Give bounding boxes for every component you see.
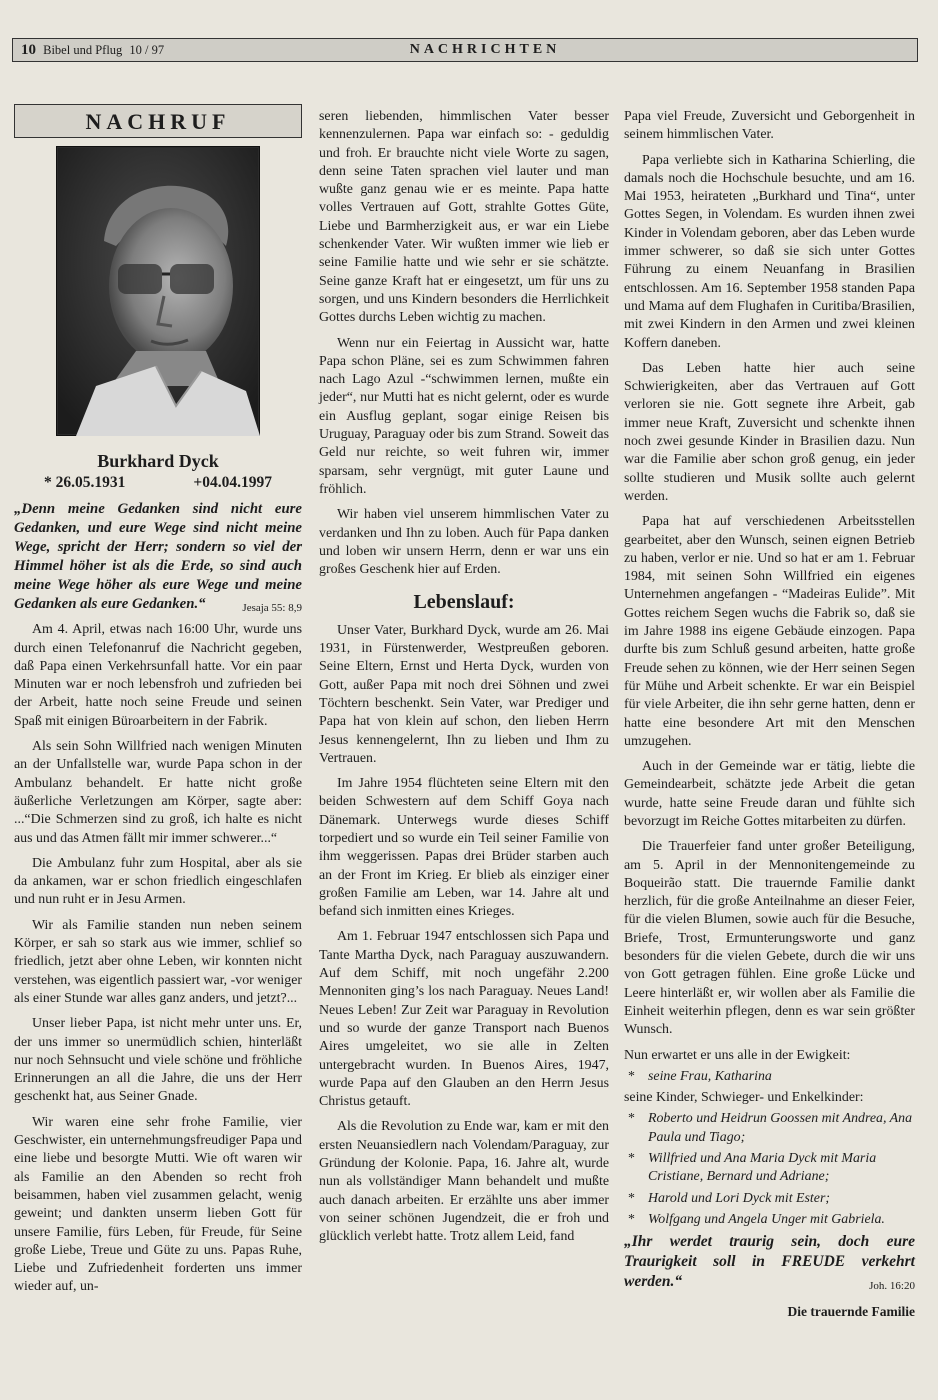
family-member: * Harold und Lori Dyck mit Ester; [624, 1190, 915, 1208]
paragraph: Als sein Sohn Willfried nach wenigen Minuten an der Unfallstelle war, wurde Papa schon in der Ambulanz behandelt. Er hatte nicht große äußerliche Verletzungen am Körper, sagte aber: ...“Die Schmerzen sind zu groß, ich halte es nicht aus und das Atmen fällt mir immer schwerer...“ [14, 739, 302, 846]
deceased-name: Burkhard Dyck [97, 451, 219, 471]
children-list [624, 1110, 915, 1229]
bible-quote [14, 500, 302, 614]
paragraph: Als die Revolution zu Ende war, kam er mit den ersten Neuansiedlern nach Volendam/Paraguay, zur Gründung der Kolonie. Papa, 16. Jahre alt, wurde nun als vollständiger Mann behandelt und mußte auch danach arbeiten. Er erzählte uns aber immer von seiner schönen Jugendzeit, die er froh und glücklich verlebt hatte. Trotz allem Leid, fand [319, 1119, 609, 1245]
paragraph: Das Leben hatte hier auch seine Schwierigkeiten, aber das Vertrauen auf Gott verloren sie nie. Gott segnete ihre Arbeit, gab immer neue Kraft, Zuversicht und schenkte ihnen noch zwei gesunde Kinder in Brasilien dazu. Nun war die Familie aber schon groß genug, ein jeder sollte studieren und Musik sollte auch gelernt werden. [624, 360, 915, 504]
family-member: * Wolfgang und Angela Unger mit Gabriela. [624, 1211, 915, 1229]
paragraph: Papa viel Freude, Zuversicht und Geborgenheit in seinem himmlischen Vater. [624, 109, 915, 143]
page-number: 10 [21, 42, 36, 58]
paragraph: Unser lieber Papa, ist nicht mehr unter uns. Er, der uns immer so unermüdlich schien, hinterläßt nur noch Sehnsucht und viele schöne und fröhliche Erinnerungen an all die Jahre, die uns der Herr geschenkt hat, aus Seiner Gnade. [14, 1016, 302, 1105]
publication-name: Bibel und Pflug [43, 43, 123, 57]
paragraph: Am 4. April, etwas nach 16:00 Uhr, wurde uns durch einen Telefonanruf die Nachricht gegeben, daß Papa einen Verkehrsunfall hatte. Vor ein paar Minuten war er noch lebensfroh und zufrieden bei der Arbeit, hatte noch seine Freude und seinen Spaß mit einigen Büroarbeitern in der Fabrik. [14, 622, 302, 729]
issue-number: 10 / 97 [129, 43, 165, 57]
wife-list [624, 1068, 915, 1086]
paragraph: Wir waren eine sehr frohe Familie, vier Geschwister, ein unternehmungsfreudiger Papa und eine liebe und besorgte Mutti. Wie oft waren wir als Familie an den Abenden so recht froh beisammen, haben viel zusammen gelacht, wenig geweint; und dankten unserm lieben Gott für unsere Familie, fürs Leben, für Freude, für Seine große Liebe, Treue und Güte zu uns. Papas Ruhe, Liebe und Zufriedenheit forderten uns immer wieder auf, un- [14, 1114, 302, 1295]
closing-quote [624, 1232, 915, 1292]
eternity-intro: Nun erwartet er uns alle in der Ewigkeit: [624, 1047, 851, 1063]
birth-date: * 26.05.1931 [44, 474, 126, 491]
column-2 [319, 108, 609, 1254]
family-member: * Roberto und Heidrun Goossen mit Andrea, Ana Paula und Tiago; [624, 1110, 915, 1147]
paragraph: Papa verliebte sich in Katharina Schierling, die damals noch die Hochschule besuchte, und am 16. Mai 1953, heirateten „Burkhard und Tina“, unter Gottes Segen, in Volendam. Es wurden ihnen zwei Kinder in Volendam geboren, aber das Leben wurde immer schwerer, so daß sie sich unter Gottes Führung zu einem Neuanfang in Brasilien entschlossen. Am 16. September 1958 standen Papa und Mama auf dem Flughafen in Curitiba/Brasilien, mit zwei Kindern in den Armen und zwei kleinen Koffern daneben. [624, 152, 915, 351]
paragraph: Papa hat auf verschiedenen Arbeitsstellen gearbeitet, aber den Wunsch, seinen eignen Betrieb zu haben, verlor er nie. Und so hat er am 1. Februar 1984, mit seinen Sohn Willfried ein eigenes Unternehmen angefangen - “Madeiras Eulide”. Mit Gottes reichem Segen wuchs die Fabrik so, daß sie im Jahre 1988 ins eigene Gebäude einzogen. Papa durfte bis zum Schluß gesund arbeiten, hatte große Freude sehen zu können, wie der Herr seinen Segen für Mühe und Arbeit schenkte. Er war ein Beispiel für viele Arbeiter, die ihn sehr gerne hatten, denn er hatte eine besondere Art mit den Menschen umzugehen. [624, 514, 915, 749]
paragraph: Am 1. Februar 1947 entschlossen sich Papa und Tante Martha Dyck, nach Paraguay auszuwandern. Auf dem Schiff, mit noch ungefähr 2.200 Mennoniten ging’s los nach Paraguay. Neues Land! Neues Leben! Zur Zeit war Paraguay in Revolution und so wurde der ganze Transport nach Buenos Aires umgeleitet, wo sie alle in Zelten untergebracht wurden. In Buenos Aires, 1947, wurde Papa auf den Glauben an den Herrn Jesus Christus getauft. [319, 929, 609, 1110]
paragraph: Im Jahre 1954 flüchteten seine Eltern mit den beiden Schwestern auf dem Schiff Goya nach Dänemark. Unterwegs wurde dieses Schiff torpediert und so wurde ein Teil seiner Familie von ihm weggerissen. Papas drei Brüder starben auch an der Front im Krieg. Er blieb als einziger einer großen Familie am Leben, war 14. Jahre alt und befand sich inmitten eines Krieges. [319, 776, 609, 920]
closing-reference: Joh. 16:20 [869, 1280, 915, 1293]
section-title: NACHRICHTEN [409, 42, 561, 57]
portrait-photo [56, 146, 260, 436]
paragraph: Wir haben viel unserem himmlischen Vater zu verdanken und Ihn zu loben. Auch für Papa danken und loben wir unsern Herrn, denn er war uns ein großes Geschenk hier auf Erden. [319, 507, 609, 578]
paragraph: Auch in der Gemeinde war er tätig, liebte die Gemeindearbeit, schätzte jede Arbeit die getan wurde, hatte seine Freude daran und fühlte sich bevorzugt im Reiche Gottes mitarbeiten zu dürfen. [624, 759, 915, 829]
death-date: +04.04.1997 [193, 474, 272, 491]
paragraph: Die Ambulanz fuhr zum Hospital, aber als sie da ankamen, war er schon friedlich eingeschlafen und nun ruht er in Jesu Armen. [14, 855, 302, 908]
paragraph: Wir als Familie standen nun neben seinem Körper, er sah so stark aus wie immer, schlief so friedlich, jetzt aber ohne Leben, wir konnten nicht verstehen, was eigentlich passiert war, -vor weniger als einer Stunde war alles ganz anders, und jetzt?... [14, 917, 302, 1006]
bible-quote-text: „Denn meine Gedanken sind nicht eure Gedanken, und eure Wege sind nicht meine Wege, spricht der Herr; sondern so viel der Himmel höher ist als die Erde, so sind auch meine Wege höher als eure Wege und meine Gedanken als eure Gedanken.“ [14, 501, 302, 613]
column-1 [14, 104, 302, 1304]
signature: Die trauernde Familie [787, 1304, 915, 1320]
bible-reference: Jesaja 55: 8,9 [242, 602, 302, 615]
paragraph: Die Trauerfeier fand unter großer Beteiligung, am 5. April in der Mennonitengemeinde zu Boqueirão statt. Die trauernde Familie dankt herzlich, für die große Anteilnahme an dieser Feier, für die vielen Blumen, sowie auch für die Besuche, Briefe, Trost, Ermunterungsworte und ganz besonders für die vielen Gebete, durch die wir uns von Gott getragen fühlen. Eine große Lücke und Leere hinterläßt er, wir wollen aber als Familie die Einheit weiterhin pflegen, denn es war sein größter Wunsch. [624, 839, 915, 1038]
lebenslauf-heading: Lebenslauf: [413, 591, 515, 614]
family-member: * seine Frau, Katharina [624, 1068, 915, 1086]
paragraph: Unser Vater, Burkhard Dyck, wurde am 26. Mai 1931, in Fürstenwerder, Westpreußen geboren. Seine Eltern, Ernst und Herta Dyck, wurden von Gott, außer Papa mit noch drei Söhnen und zwei Töchtern beschenkt. Sein Vater, war Prediger und Papa hat von klein auf schon, den lieben Herrn Jesus kennengelernt, Ihn zu lieben und Ihm zu Vertrauen. [319, 622, 609, 766]
children-intro: seine Kinder, Schwieger- und Enkelkinder: [624, 1090, 864, 1106]
paragraph: Wenn nur ein Feiertag in Aussicht war, hatte Papa schon Pläne, sei es zum Schwimmen fahren nach Lago Azul -“schwimmen lernen, mußte ein jeder“, nur Mutti hat es nicht gelernt, oder es wurde ein Ausflug geplant, sogar einige Reisen bis Uruguay, Paraguay oder bis zum Strand. Soweit das Geld nur reichte, so weit fuhren wir, immer sparsam, sehr vergnügt, mit guter Laune und fröhlich. [319, 335, 609, 497]
nachruf-title: NACHRUF [14, 104, 302, 138]
page-header [12, 38, 918, 62]
column-3 [624, 108, 915, 1322]
family-member: * Willfried und Ana Maria Dyck mit Maria Cristiane, Bernard und Adriane; [624, 1150, 915, 1187]
paragraph: seren liebenden, himmlischen Vater besser kennenzulernen. Papa war einfach so: - geduldig und froh. Er brauchte nicht viele Worte zu sagen, denn seine Taten sprachen viel lauter und man wußte ganz genau wie er es meinte. Papa hatte volles Vertrauen auf Gott, strahlte Gottes Güte, Liebe und Barmherzigkeit aus, er war ein Liebe schenkender Vater. Wir wußten immer wie lieb er seine Familie hatte und wie sehr er sie schätzte. Seine ganze Kraft hat er eingesetzt, um für uns zu sorgen, und uns Kindern besonders die Herrlichkeit Gottes durchs Leben wichtig zu machen. [319, 109, 609, 326]
portrait-image [56, 146, 260, 436]
life-dates [14, 474, 302, 492]
closing-quote-text: „Ihr werdet traurig sein, doch eure Traurigkeit soll in FREUDE verkehrt werden.“ [624, 1233, 915, 1291]
